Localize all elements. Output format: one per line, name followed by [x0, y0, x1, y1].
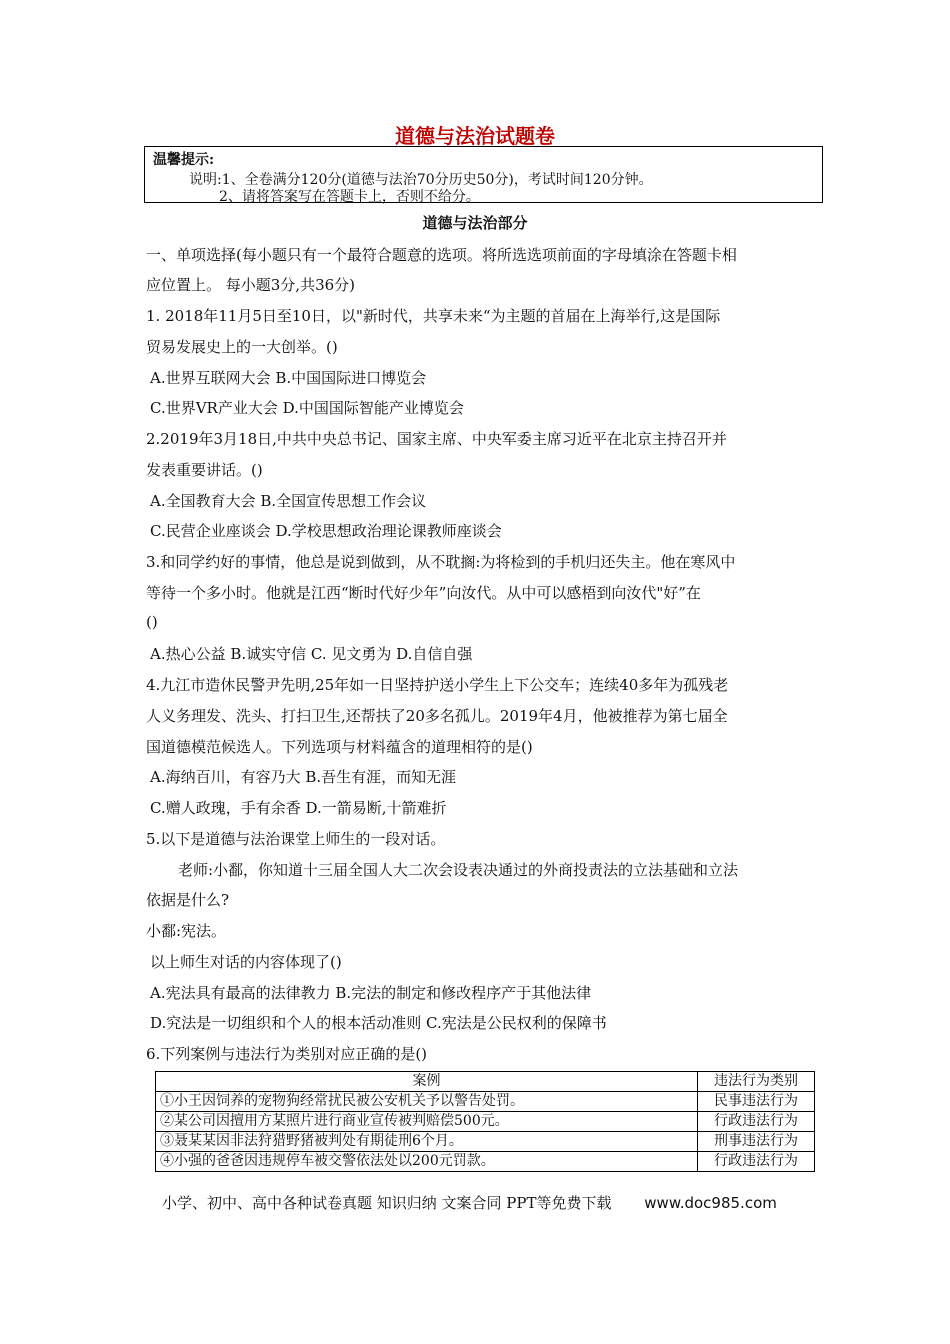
instruction-line: 一、单项选择(每小题只有一个最符合题意的选项。将所选选项前面的字母填涂在答题卡相: [146, 246, 737, 264]
dialogue-line: 依据是什么?: [146, 891, 230, 909]
footer-text: 小学、初中、高中各种试卷真题 知识归纳 文案合同 PPT等免费下载: [162, 1194, 612, 1212]
table-row: [156, 1132, 815, 1152]
table-row: [156, 1152, 815, 1172]
option-line: A.海纳百川，有容乃大 B.吾生有涯，而知无涯: [150, 768, 457, 786]
table-row: [156, 1112, 815, 1132]
table-cell: 刑事违法行为: [698, 1132, 815, 1152]
page-title: 道德与法治试题卷: [395, 124, 555, 148]
question-line: 5.以下是道德与法治课堂上师生的一段对话。: [146, 830, 446, 848]
tips-box: [144, 146, 823, 203]
tips-line-2: 2、请将答案写在答题卡上，否则不给分。: [219, 189, 480, 205]
section-title: 道德与法治部分: [422, 214, 528, 232]
question-line: 3.和同学约好的事情，他总是说到做到，从不耽搁:为将检到的手机归还失主。他在寒风中: [146, 553, 736, 571]
question-line: 贸易发展史上的一大创举。(): [146, 338, 338, 356]
dialogue-line: 小鄱:宪法。: [146, 922, 227, 940]
table-cell: ①小王因饲养的宠物狗经常扰民被公安机关予以警告处罚。: [156, 1092, 698, 1112]
question-line: 1. 2018年11月5日至10日，以"新时代，共享未来“为主题的首届在上海举行,这是国际: [146, 307, 721, 325]
option-line: A.宪法具有最高的法律教力 B.完法的制定和修改程序产于其他法律: [150, 984, 592, 1002]
question-line: 2.2019年3月18日,中共中央总书记、国家主席、中央军委主席习近平在北京主持召开并: [146, 430, 727, 448]
option-line: C.赠人政瑰，手有余香 D.一箭易断,十箭难折: [150, 799, 447, 817]
table-cell: ③聂某某因非法狩猎野猪被判处有期徒刑6个月。: [156, 1132, 698, 1152]
instruction-line: 应位置上。 每小题3分,共36分): [146, 276, 356, 294]
option-line: C.世界VR产业大会 D.中国国际智能产业博览会: [150, 399, 464, 417]
option-line: A.全国教育大会 B.全国宣传思想工作会议: [150, 492, 427, 510]
table-cell: 行政违法行为: [698, 1112, 815, 1132]
option-line: D.究法是一切组织和个人的根本活动准则 C.宪法是公民权利的保障书: [150, 1014, 607, 1032]
table-cell: 民事违法行为: [698, 1092, 815, 1112]
table-row: [156, 1092, 815, 1112]
case-table: [155, 1071, 815, 1172]
question-line: 人义务理发、洗头、打扫卫生,还帮扶了20多名孤儿。2019年4月，他被推荐为第七届全: [146, 707, 728, 725]
table-header: 案例: [156, 1072, 698, 1092]
table-header-row: [156, 1072, 815, 1092]
option-line: A.世界互联网大会 B.中国国际进口博览会: [150, 369, 427, 387]
table-cell: ④小强的爸爸因违规停车被交警依法处以200元罚款。: [156, 1152, 698, 1172]
question-line: 等待一个多小时。他就是江西“断时代好少年”向汝代。从中可以感梧到向汝代"好”在: [146, 584, 701, 602]
footer: [162, 1192, 777, 1213]
table-header: 违法行为类别: [698, 1072, 815, 1092]
question-line: 以上师生对话的内容体现了(): [150, 953, 342, 971]
question-line: 国道德模范候选人。下列选项与材料蕴含的道理相符的是(): [146, 738, 533, 756]
table-cell: 行政违法行为: [698, 1152, 815, 1172]
tips-line-1: 说明:1、全卷满分120分(道德与法治70分历史50分)，考试时间120分钟。: [189, 172, 653, 188]
question-line: 4.九江市造休民警尹先明,25年如一日坚持护送小学生上下公交车；连续40多年为孤残老: [146, 676, 729, 694]
table-cell: ②某公司因擅用方某照片进行商业宣传被判赔偿500元。: [156, 1112, 698, 1132]
question-line: 发表重要讲话。(): [146, 461, 263, 479]
footer-site-link[interactable]: www.doc985.com: [644, 1194, 777, 1212]
tips-heading: 温馨提示:: [153, 152, 215, 168]
option-line: A.热心公益 B.诚实守信 C. 见文勇为 D.自信自强: [150, 645, 473, 663]
option-line: C.民营企业座谈会 D.学校思想政治理论课教师座谈会: [150, 522, 502, 540]
dialogue-line: 老师:小鄱，你知道十三届全国人大二次会设表决通过的外商投责法的立法基础和立法: [178, 861, 739, 879]
question-line: (): [146, 613, 158, 631]
question-line: 6.下列案例与违法行为类别对应正确的是(): [146, 1045, 428, 1063]
